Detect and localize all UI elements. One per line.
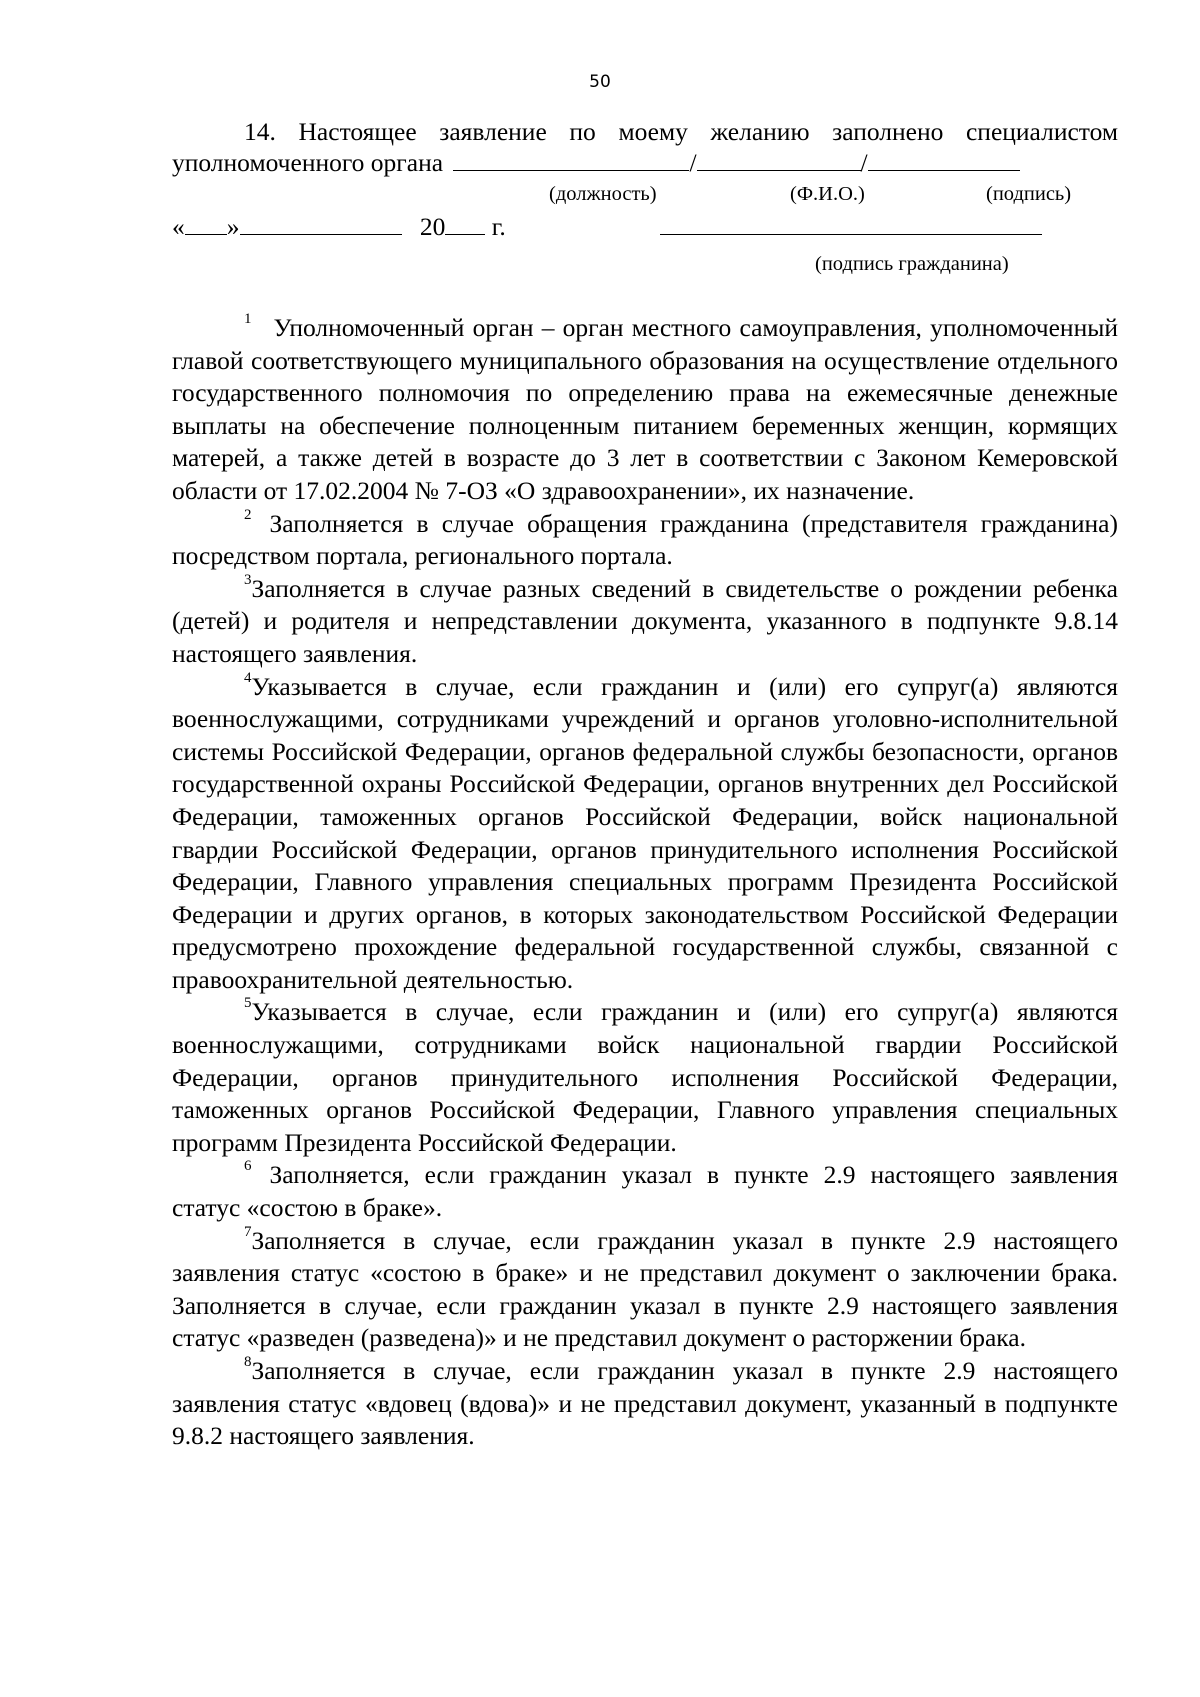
separator-1: / [689,148,697,177]
footnote-mark: 1 [244,311,252,327]
date-line [172,212,1118,242]
caption-citizen-signature: (подпись гражданина) [815,253,1009,275]
page-number: 50 [589,72,611,92]
footnote-mark: 6 [244,1158,252,1175]
footnote-1 [172,312,1118,508]
footnote-mark: 3 [244,571,252,588]
footnote-text: Заполняется в случае разных сведений в свидетельстве о рождении ребенка (детей) и родителя и непредставлении документа, указанного в подпункте 9.8.14 настоящего заявления. [172,573,1118,668]
name-blank-line[interactable] [697,148,861,171]
footnote-mark: 4 [244,669,252,686]
footnote-mark: 5 [244,995,252,1012]
citizen-signature-blank[interactable] [660,212,1042,235]
footnote-6 [172,1159,1118,1224]
footnote-mark: 7 [244,1223,252,1240]
footnote-7 [172,1225,1118,1355]
item14-organ-label: уполномоченного органа [172,148,444,177]
date-month-blank[interactable] [240,212,402,235]
signature-blank-line[interactable] [868,148,1020,171]
date-close-quote: » [226,212,240,241]
caption-signature: (подпись) [986,183,1072,205]
footnote-5 [172,996,1118,1159]
footnote-text: Заполняется в случае обращения гражданина (представителя гражданина) посредством портала, регионального портала. [172,508,1118,571]
footnote-text: Заполняется, если гражданин указал в пункте 2.9 настоящего заявления статус «состою в браке». [172,1160,1118,1223]
footnote-mark: 2 [244,506,252,523]
date-year-prefix: 20 [419,212,446,241]
separator-2: / [860,148,868,177]
footnote-3 [172,573,1118,671]
footnote-text: Заполняется в случае, если гражданин указал в пункте 2.9 настоящего заявления статус «состою в браке» и не представил документ о заключении брака. Заполняется в случае, если гражданин указал в пункте 2.9 настоящего заявления статус «разведен (разведена)» и не представил документ о расторжении брака. [172,1225,1118,1353]
footnotes [172,312,1118,1453]
date-year-blank[interactable] [445,212,485,235]
footnote-8 [172,1355,1118,1453]
date-day-blank[interactable] [185,212,227,235]
footnote-text: Заполняется в случае, если гражданин указал в пункте 2.9 настоящего заявления статус «вдовец (вдова)» и не представил документ, указанный в подпункте 9.8.2 настоящего заявления. [172,1356,1118,1451]
item14-line1: 14. Настоящее заявление по моему желанию заполнено специалистом [244,117,1118,146]
item14-line2 [172,148,1118,178]
position-blank-line[interactable] [453,148,689,171]
caption-name: (Ф.И.О.) [790,183,865,205]
footnote-text: Указывается в случае, если гражданин и (или) его супруг(а) являются военнослужащими, сотрудниками учреждений и органов уголовно-исполнительной системы Российской Федерации, органов федеральной службы безопасности, органов государственной охраны Российской Федерации, органов внутренних дел Российской Федерации, таможенных органов Российской Федерации, войск национальной гвардии Российской Федерации, органов принудительного исполнения Российской Федерации, Главного управления специальных программ Президента Российской Федерации и других органов, в которых законодательством Российской Федерации предусмотрено прохождение федеральной государственной службы, связанной с правоохранительной деятельностью. [172,671,1118,994]
footnote-text: Уполномоченный орган – орган местного самоуправления, уполномоченный главой соответствующего муниципального образования на осуществление отдельного государственного полномочия по определению права на ежемесячные денежные выплаты на обеспечение полноценным питанием беременных женщин, кормящих матерей, а также детей в возрасте до 3 лет в соответствии с Законом Кемеровской области от 17.02.2004 № 7-ОЗ «О здравоохранении», их назначение. [172,313,1118,505]
footnote-2 [172,508,1118,573]
footnote-4 [172,671,1118,997]
footnote-mark: 8 [244,1354,252,1370]
date-open-quote: « [172,212,185,241]
footnote-text: Указывается в случае, если гражданин и (или) его супруг(а) являются военнослужащими, сотрудниками войск национальной гвардии Российской Федерации, органов принудительного исполнения Российской Федерации, таможенных органов Российской Федерации, Главного управления специальных программ Президента Российской Федерации. [172,997,1118,1157]
date-year-suffix: г. [491,212,506,241]
caption-position: (должность) [549,183,657,205]
